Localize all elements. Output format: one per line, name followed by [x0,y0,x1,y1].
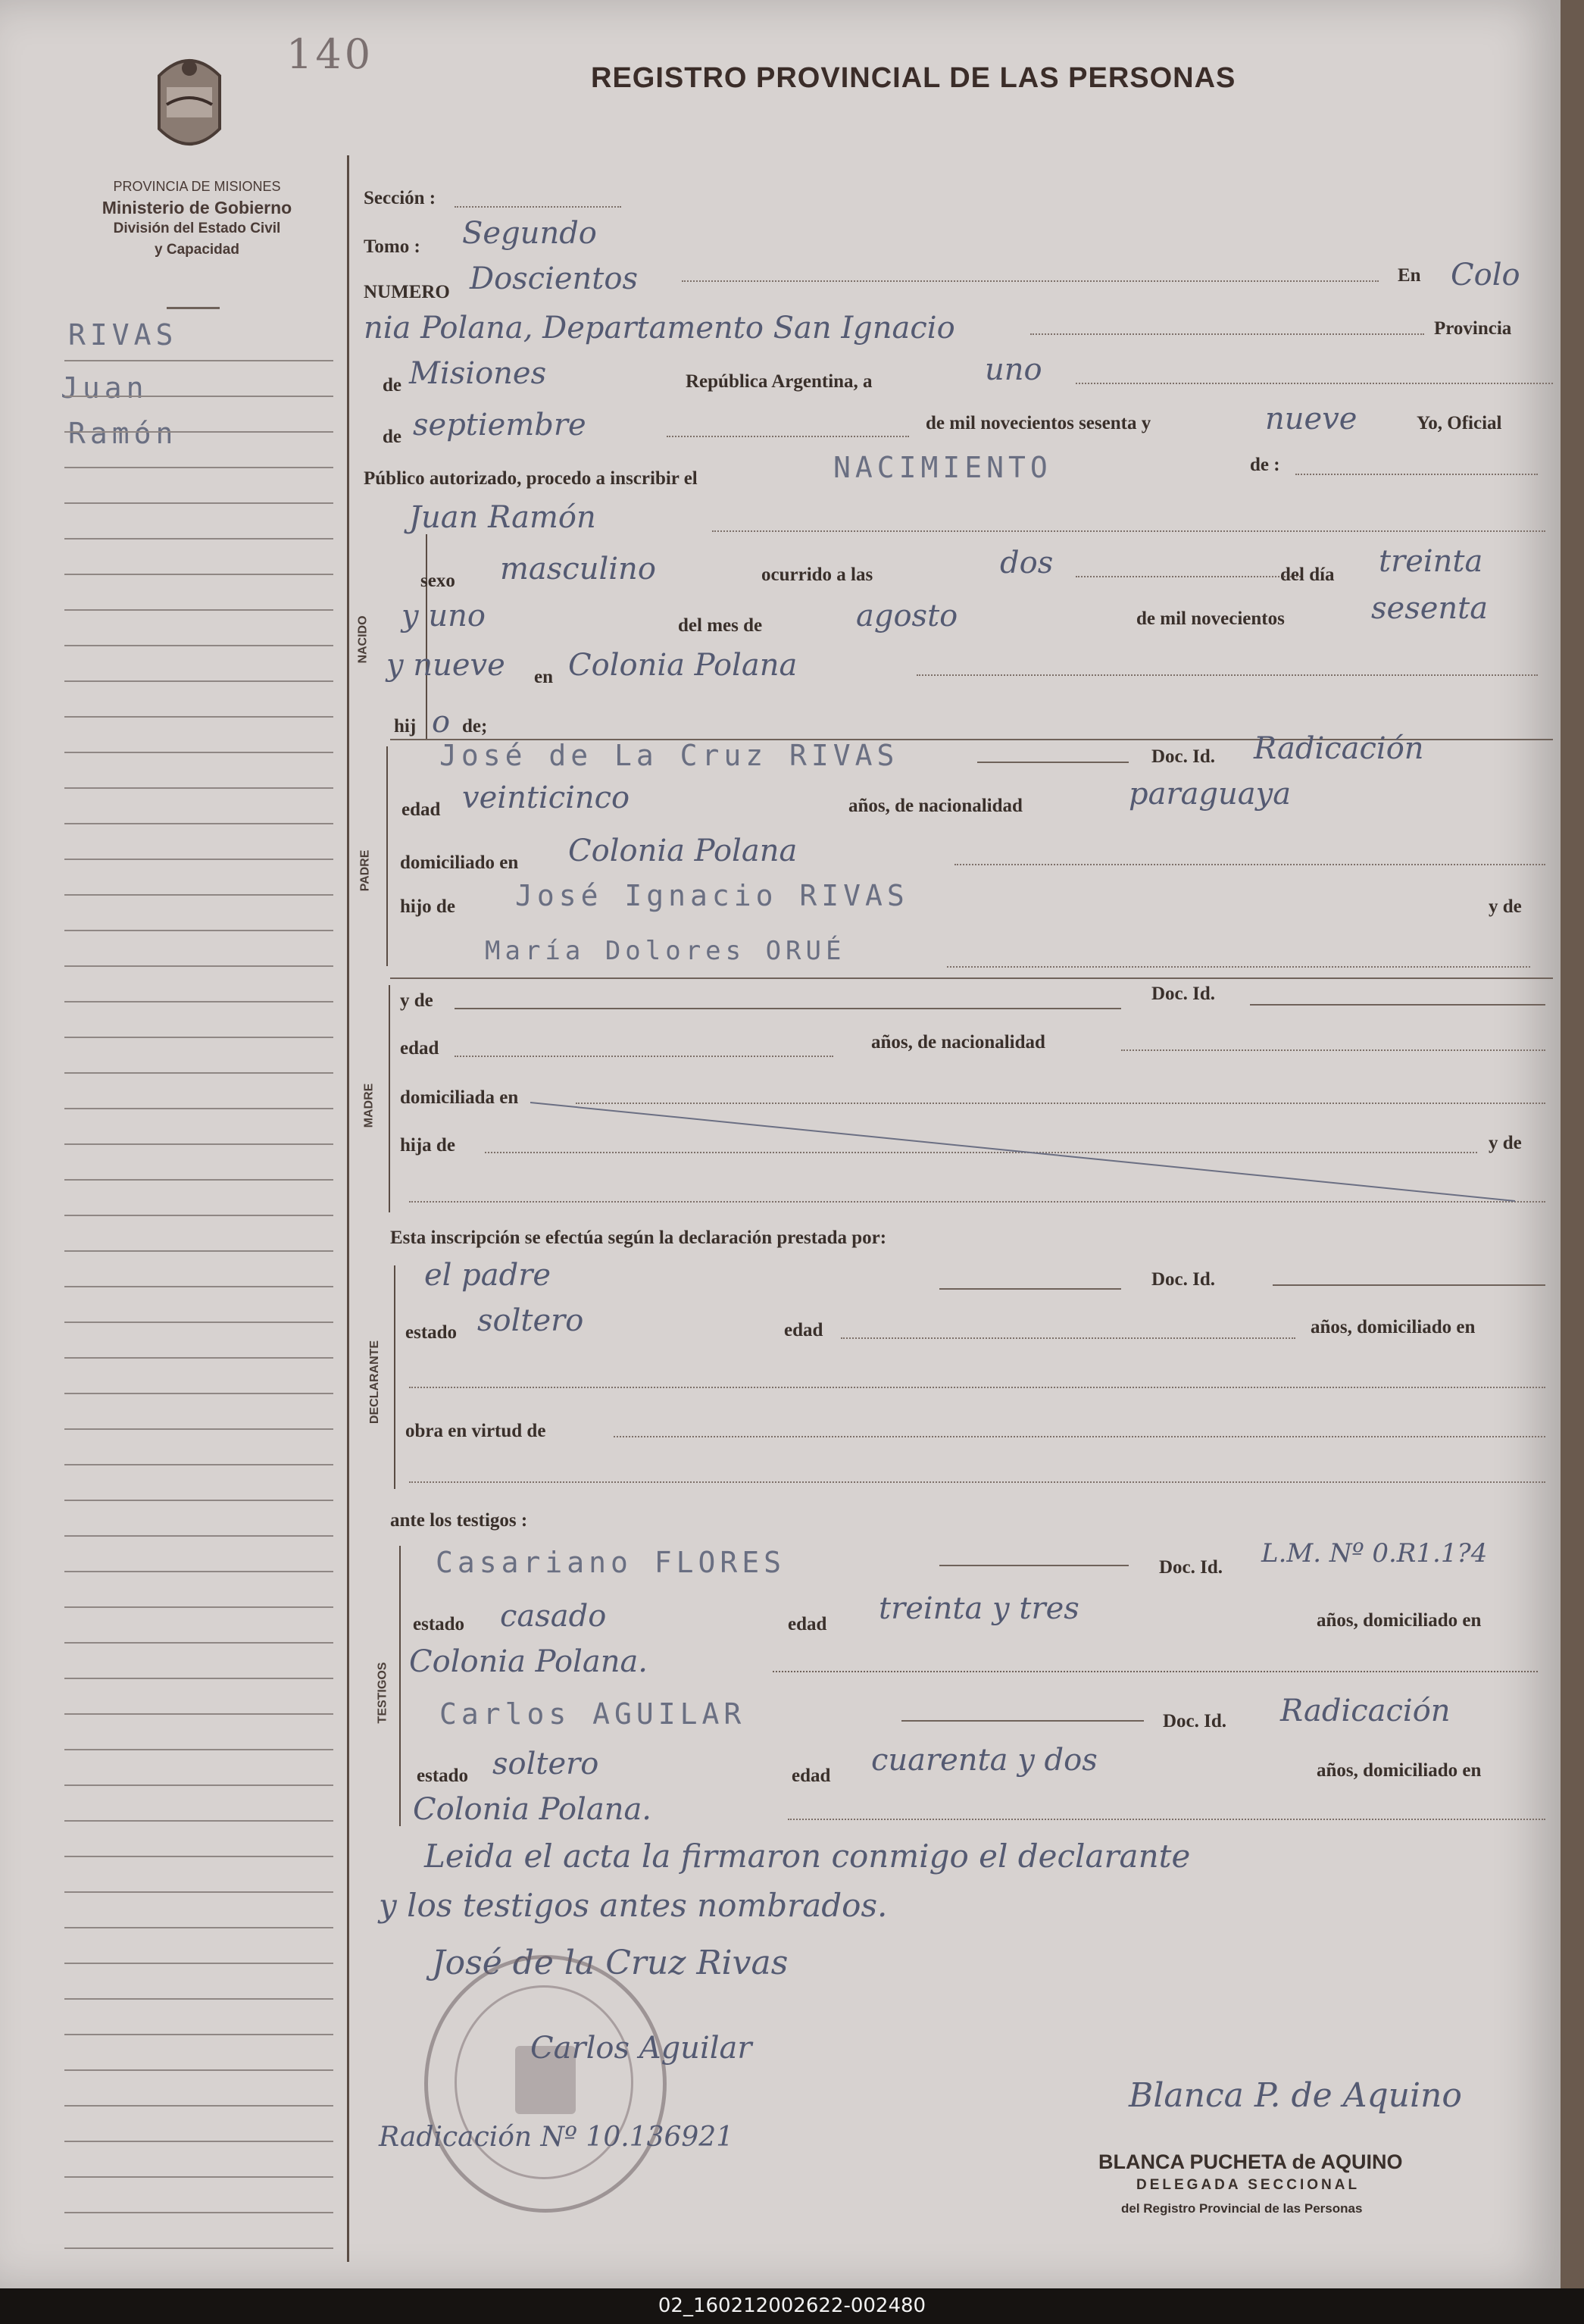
madre-edad-label: edad [400,1038,439,1059]
margin-rule-line [64,1927,333,1928]
de-label-2: de [383,427,401,447]
tomo-value: Segundo [462,216,597,251]
margin-rule-line [64,1642,333,1644]
section-rule [390,977,1553,979]
madre-nac-label: años, de nacionalidad [871,1032,1045,1053]
provincia-label: Provincia [1434,318,1512,339]
publico-label: Público autorizado, procedo a inscribir el [364,468,698,489]
declarante-edad-label: edad [784,1320,823,1340]
ante-testigos-label: ante los testigos : [390,1510,528,1531]
padre-edad-value: veinticinco [462,780,630,815]
yo-oficial-label: Yo, Oficial [1417,413,1502,433]
dotted-line [409,1481,1545,1483]
testigo2-edad-label: edad [792,1766,831,1786]
declarante-estado-value: soltero [477,1303,584,1338]
line [1273,1284,1545,1286]
margin-rule-line [64,538,333,540]
testigo1-estado-label: estado [413,1614,465,1634]
testigo2-doc-value: Radicación [1280,1694,1451,1728]
testigo1-dom-value: Colonia Polana. [409,1644,648,1679]
padre-dom-value: Colonia Polana [568,834,798,868]
padre-y-de-label: y de [1489,896,1522,917]
dia-value-1: treinta [1379,544,1483,579]
margin-rule-line [64,1678,333,1679]
side-nacido: NACIDO [356,615,370,664]
margin-rule-line [64,574,333,575]
cancel-stroke [530,1099,1515,1205]
margin-rule-line [64,1322,333,1323]
mil-novecientos-label-2: de mil novecientos [1136,608,1285,629]
capacity-label: y Capacidad [155,242,239,258]
margin-rule-line [64,1963,333,1964]
abuela-value: María Dolores ORUÉ [485,936,846,966]
en-value-1: Colo [1451,258,1520,292]
line [939,1288,1121,1290]
margin-rule-line [64,396,333,397]
del-mes-label: del mes de [678,615,763,636]
closing-line-1: Leida el acta la firmaron conmigo el declarante [424,1838,1191,1875]
obra-label: obra en virtud de [405,1421,546,1441]
mes-inscripcion-value: septiembre [413,408,586,443]
testigo2-doc-label: Doc. Id. [1163,1711,1227,1731]
margin-rule-line [64,1108,333,1109]
margin-rule-line [64,787,333,789]
testigo2-value: Carlos AGUILAR [439,1697,746,1731]
dotted-line [788,1819,1545,1820]
margin-rule-line [64,1820,333,1822]
dotted-line [455,206,621,208]
official-name: BLANCA PUCHETA de AQUINO [1098,2150,1403,2173]
ministry-header [45,176,348,261]
signature-padre: José de la Cruz Rivas [432,1944,789,1982]
sexo-value: masculino [500,552,656,586]
en-lower-label: en [534,667,553,687]
declarante-estado-label: estado [405,1322,458,1343]
margin-rule-line [64,1215,333,1216]
dotted-line [954,864,1545,865]
padre-hijo-de-label: hijo de [400,896,455,917]
testigo1-edad-label: edad [788,1614,827,1634]
madre-hija-de-label: hija de [400,1135,455,1156]
margin-rule-line [64,894,333,896]
margin-rule-line [64,645,333,646]
side-madre: MADRE [362,1083,376,1128]
anio-value-2: y nueve [386,648,505,683]
image-id-footer: 02_160212002622-002480 [0,2288,1584,2324]
acto-value: NACIMIENTO [833,451,1052,484]
margin-vertical-line [347,155,349,2262]
margin-rule-line [64,1891,333,1893]
seccion-label: Sección : [364,188,436,208]
mil-novecientos-label: de mil novecientos sesenta y [926,413,1151,433]
margin-rule-line [64,1037,333,1038]
tomo-label: Tomo : [364,236,420,257]
margin-rule-line [64,1606,333,1608]
margin-rule-line [64,2176,333,2178]
margin-rule-line [64,1286,333,1287]
del-dia-label: del día [1280,565,1335,585]
margin-rule-line [64,859,333,860]
margin-rule-line [64,1464,333,1465]
side-padre: PADRE [358,849,372,892]
mes-value: agosto [856,599,958,633]
dotted-line [917,674,1538,676]
padre-value: José de La Cruz RIVAS [439,739,899,772]
margin-rule-line [64,1001,333,1002]
section-line [386,746,388,966]
madre-dom-label: domiciliada en [400,1087,519,1108]
margin-rule-line [64,2105,333,2107]
margin-rule-line [64,2141,333,2142]
hijo-suffix-value: o [432,705,451,740]
margin-rule-line [64,1571,333,1572]
line [977,762,1129,763]
margin-rule-line [64,1856,333,1857]
margin-rule-line [64,716,333,718]
ocurrido-label: ocurrido a las [761,565,873,585]
ministry-label: Ministerio de Gobierno [102,198,292,217]
side-declarante: DECLARANTE [368,1340,382,1425]
divider [167,307,220,309]
margin-rule-line [64,752,333,753]
hij-label: hij [394,716,417,737]
section-line [399,1546,401,1826]
dotted-line [614,1436,1545,1437]
dotted-line [455,1056,833,1057]
dotted-line [947,966,1530,968]
dia-inscripcion-value: uno [985,352,1042,387]
signature-testigo: Carlos Aguilar [530,2031,752,2066]
testigo2-anos-label: años, domiciliado en [1317,1760,1482,1781]
coat-of-arms-icon [144,45,235,159]
testigo2-dom-value: Colonia Polana. [413,1792,652,1827]
de-semicolon-label: de; [462,716,488,737]
margin-rule-line [64,1500,333,1501]
margin-rule-line [64,609,333,611]
nombre-value: Juan Ramón [409,500,596,535]
anio-value-1: sesenta [1371,591,1489,626]
margin-rule-line [64,2034,333,2035]
margin-rule-line [64,1784,333,1786]
margin-rule-line [64,930,333,931]
dotted-line [773,1671,1538,1672]
abuelo-value: José Ignacio RIVAS [515,879,909,912]
dotted-line [682,280,1379,282]
hora-value: dos [1000,546,1054,580]
padre-doc-value: Radicación [1254,731,1424,766]
testigo1-anos-label: años, domiciliado en [1317,1610,1482,1631]
testigo1-value: Casariano FLORES [436,1546,786,1579]
testigo2-edad-value: cuarenta y dos [871,1743,1098,1778]
dotted-line [409,1387,1545,1388]
margin-rule-line [64,467,333,468]
section-line [389,985,390,1212]
line [1250,1004,1545,1006]
republica-label: República Argentina, a [686,371,873,392]
official-signature: Blanca P. de Aquino [1129,2076,1462,2115]
dotted-line [1121,1049,1545,1051]
dotted-line [1076,383,1553,384]
anio-value: nueve [1265,402,1357,436]
margin-rule-line [64,1535,333,1537]
testigo1-estado-value: casado [500,1599,607,1634]
margin-rule-line [64,823,333,824]
padre-doc-label: Doc. Id. [1151,746,1216,767]
dotted-line [1030,333,1424,335]
margin-rule-line [64,1713,333,1715]
margin-rule-line [64,2212,333,2213]
padre-nac-value: paraguaya [1129,777,1292,812]
provincia-value: Misiones [409,356,547,391]
numero-label: NUMERO [364,282,450,302]
page-title: REGISTRO PROVINCIAL DE LAS PERSONAS [591,62,1236,94]
dotted-line [1076,576,1303,577]
en-value-2: nia Polana, Departamento San Ignacio [364,311,955,346]
margin-rule-line [64,360,333,361]
margin-rule-line [64,1428,333,1430]
declarante-value: el padre [424,1258,551,1293]
section-line [426,534,427,739]
section-line [394,1265,395,1489]
declarante-anos-label: años, domiciliado en [1311,1317,1476,1337]
margin-rule-line [64,1393,333,1394]
de-label: de [383,375,401,396]
official-role: DELEGADA SECCIONAL [1136,2177,1361,2193]
dotted-line [712,530,1545,532]
margin-rule-line [64,1749,333,1750]
testigo2-estado-label: estado [417,1766,469,1786]
official-office: del Registro Provincial de las Personas [1121,2201,1363,2216]
margin-surname: RIVAS [68,318,178,352]
madre-doc-label: Doc. Id. [1151,984,1216,1004]
testigo2-estado-value: soltero [492,1747,599,1781]
margin-rule-line [64,1998,333,2000]
margin-given-1: Juan [61,371,148,405]
province-label: PROVINCIA DE MISIONES [113,179,281,194]
margin-rule-line [64,965,333,967]
margin-rule-line [64,1072,333,1074]
padre-dom-label: domiciliado en [400,852,519,873]
numero-value: Doscientos [470,261,638,296]
page-edge [1561,0,1584,2288]
dotted-line [841,1337,1295,1339]
sexo-label: sexo [420,571,455,591]
lugar-value: Colonia Polana [568,648,798,683]
margin-given-2: Ramón [68,417,178,450]
madre-y-de-label-2: y de [1489,1133,1522,1153]
margin-rule-line [64,502,333,504]
margin-rule-line [64,680,333,682]
line [939,1565,1129,1566]
en-label: En [1398,265,1421,286]
margin-rule-line [64,1250,333,1252]
margin-rule-line [64,1357,333,1359]
closing-line-2: y los testigos antes nombrados. [379,1887,888,1924]
testigo1-edad-value: treinta y tres [879,1591,1079,1626]
testigo1-doc-label: Doc. Id. [1159,1557,1223,1578]
inscripcion-label: Esta inscripción se efectúa según la declaración prestada por: [390,1228,887,1248]
margin-rule-line [64,2247,333,2249]
dotted-line [1295,474,1538,475]
madre-y-de-label: y de [400,990,433,1011]
testigo1-doc-value: L.M. Nº 0.R1.1?4 [1261,1538,1488,1569]
radicacion-note: Radicación Nº 10.136921 [379,2122,734,2153]
record-number: 140 [286,30,374,78]
dia-value-2: y uno [401,599,486,633]
division-label: División del Estado Civil [113,221,281,236]
padre-edad-label: edad [401,799,441,820]
line [455,1008,1121,1009]
declarante-doc-label: Doc. Id. [1151,1269,1216,1290]
side-testigos: TESTIGOS [376,1662,389,1724]
margin-rule-line [64,1143,333,1145]
de-colon-label: de : [1250,455,1280,475]
padre-nac-label: años, de nacionalidad [848,796,1023,816]
line [901,1720,1144,1722]
dotted-line [667,436,909,437]
margin-rule-line [64,431,333,433]
margin-rule-line [64,2069,333,2071]
margin-rule-line [64,1179,333,1181]
